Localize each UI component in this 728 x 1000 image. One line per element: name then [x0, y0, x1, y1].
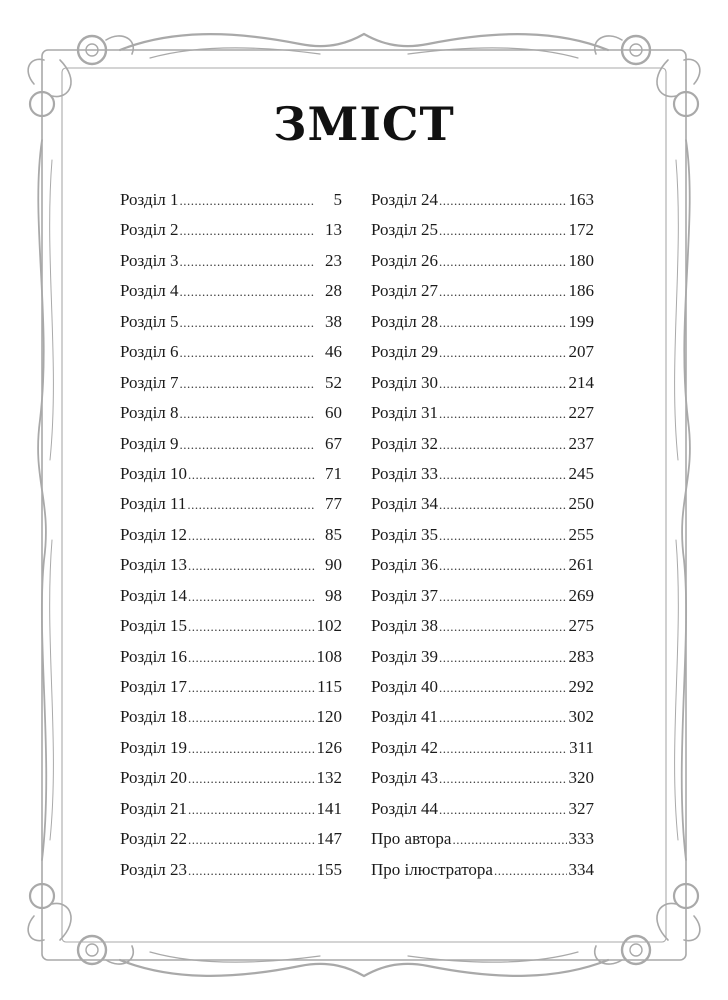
dot-leader — [439, 284, 567, 300]
toc-entry-label: Розділ 40 — [371, 677, 439, 696]
dot-leader — [439, 315, 567, 331]
toc-entry[interactable] — [371, 251, 594, 281]
toc-entry-page: 90 — [325, 555, 342, 575]
toc-entry-label: Розділ 42 — [371, 737, 439, 757]
toc-entry[interactable] — [371, 403, 594, 433]
dot-leader — [439, 437, 567, 453]
dot-leader — [439, 650, 567, 666]
toc-entry[interactable] — [371, 342, 594, 372]
toc-entry-page: 102 — [316, 616, 342, 636]
dot-leader — [180, 284, 315, 300]
dot-leader — [439, 223, 567, 239]
toc-entry-label: Розділ 3 — [120, 250, 179, 270]
dot-leader — [188, 528, 315, 544]
toc-entry-page: 67 — [325, 433, 342, 453]
toc-entry-page: 180 — [568, 250, 594, 270]
toc-entry[interactable] — [120, 586, 342, 616]
toc-entry[interactable] — [120, 829, 342, 859]
toc-entry-label: Розділ 22 — [120, 829, 188, 849]
toc-entry-label: Розділ 30 — [371, 372, 439, 392]
toc-entry[interactable] — [120, 220, 342, 250]
toc-entry[interactable] — [371, 707, 594, 737]
toc-entry[interactable] — [371, 829, 594, 859]
toc-entry-label: Розділ 15 — [120, 616, 188, 636]
toc-entry-page: 261 — [568, 555, 594, 575]
toc-entry-label: Розділ 13 — [120, 555, 188, 575]
toc-entry[interactable] — [371, 677, 594, 707]
toc-entry[interactable] — [120, 768, 342, 798]
toc-entry[interactable] — [120, 403, 342, 433]
page-title: ЗМІСТ — [273, 97, 455, 151]
dot-leader — [439, 710, 567, 726]
dot-leader — [439, 467, 567, 483]
dot-leader — [188, 558, 315, 574]
dot-leader — [439, 528, 567, 544]
toc-entry-label: Розділ 33 — [371, 463, 439, 483]
dot-leader — [439, 589, 567, 605]
toc-entry[interactable] — [120, 373, 342, 403]
toc-entry-label: Розділ 31 — [371, 403, 439, 423]
toc-entry-label: Розділ 44 — [371, 798, 439, 818]
toc-entry[interactable] — [120, 555, 342, 585]
toc-entry-page: 275 — [568, 616, 594, 636]
toc-entry-label: Розділ 43 — [371, 768, 439, 788]
dot-leader — [439, 802, 567, 818]
toc-entry-label: Розділ 6 — [120, 342, 179, 362]
toc-entry-page: 269 — [568, 585, 594, 605]
toc-entry-label: Розділ 19 — [120, 737, 188, 757]
toc-entry-page: 115 — [317, 677, 342, 696]
toc-entry-label: Про автора — [371, 829, 452, 849]
toc-entry-page: 250 — [568, 494, 594, 514]
toc-entry[interactable] — [120, 647, 342, 677]
toc-entry-page: 155 — [316, 859, 342, 879]
toc-entry-label: Розділ 12 — [120, 524, 188, 544]
dot-leader — [439, 193, 567, 209]
toc-entry[interactable] — [371, 768, 594, 798]
toc-entry-page: 77 — [325, 494, 342, 514]
toc-entry-page: 85 — [325, 524, 342, 544]
dot-leader — [180, 254, 315, 270]
toc-entry-page: 327 — [568, 798, 594, 818]
toc-entry-label: Розділ 9 — [120, 433, 179, 453]
dot-leader — [180, 406, 315, 422]
toc-entry-label: Розділ 38 — [371, 616, 439, 636]
toc-entry-page: 120 — [316, 707, 342, 727]
toc-entry-label: Розділ 29 — [371, 342, 439, 362]
toc-entry-label: Розділ 28 — [371, 311, 439, 331]
dot-leader — [439, 771, 567, 787]
toc-entry[interactable] — [120, 342, 342, 372]
toc-entry[interactable] — [371, 616, 594, 646]
toc-entry-page: 60 — [325, 403, 342, 423]
toc-entry-label: Розділ 21 — [120, 798, 188, 818]
toc-entry-label: Розділ 18 — [120, 707, 188, 727]
dot-leader — [188, 467, 315, 483]
toc-entry-label: Розділ 32 — [371, 433, 439, 453]
toc-entry-page: 186 — [568, 281, 594, 301]
toc-entry[interactable] — [120, 251, 342, 281]
toc-entry[interactable] — [371, 860, 594, 890]
toc-entry[interactable] — [120, 494, 342, 524]
toc-entry[interactable] — [371, 373, 594, 403]
toc-entry-page: 126 — [316, 737, 342, 757]
toc-entry-label: Розділ 36 — [371, 555, 439, 575]
toc-entry-page: 108 — [316, 646, 342, 666]
toc-entry-label: Розділ 8 — [120, 403, 179, 423]
toc-entry-page: 311 — [569, 737, 594, 757]
toc-entry-page: 46 — [325, 342, 342, 362]
dot-leader — [180, 193, 315, 209]
toc-entry-page: 141 — [316, 798, 342, 818]
dot-leader — [439, 345, 567, 361]
toc-entry-page: 302 — [568, 707, 594, 727]
dot-leader — [188, 802, 315, 818]
dot-leader — [188, 771, 315, 787]
toc-entry-label: Розділ 11 — [120, 494, 187, 514]
toc-entry-label: Розділ 25 — [371, 220, 439, 240]
toc-entry-page: 255 — [568, 524, 594, 544]
toc-entry[interactable] — [371, 494, 594, 524]
dot-leader — [188, 832, 315, 848]
toc-entry-label: Розділ 26 — [371, 250, 439, 270]
toc-entry[interactable] — [371, 220, 594, 250]
toc-entry-page: 199 — [568, 311, 594, 331]
dot-leader — [439, 619, 567, 635]
toc-entry-page: 38 — [325, 311, 342, 331]
toc-entry-label: Розділ 41 — [371, 707, 439, 727]
toc-entry[interactable] — [120, 799, 342, 829]
toc-entry-page: 245 — [568, 463, 594, 483]
toc-entry-page: 71 — [325, 463, 342, 483]
toc-entry-page: 163 — [568, 190, 594, 209]
toc-entry-label: Розділ 17 — [120, 677, 188, 696]
toc-entry-label: Розділ 16 — [120, 646, 188, 666]
toc-entry[interactable] — [120, 190, 342, 220]
toc-entry[interactable] — [120, 312, 342, 342]
toc-entry[interactable] — [120, 525, 342, 555]
toc-entry-page: 52 — [325, 372, 342, 392]
dot-leader — [439, 741, 567, 757]
toc-entry[interactable] — [120, 860, 342, 890]
toc-entry[interactable] — [120, 616, 342, 646]
toc-entry-page: 292 — [568, 677, 594, 696]
toc-entry-page: 333 — [568, 829, 594, 849]
toc-entry[interactable] — [120, 464, 342, 494]
toc-entry-page: 237 — [568, 433, 594, 453]
dot-leader — [180, 376, 315, 392]
toc-entry[interactable] — [371, 799, 594, 829]
toc-entry-page: 283 — [568, 646, 594, 666]
dot-leader — [180, 223, 315, 239]
dot-leader — [439, 558, 567, 574]
dot-leader — [188, 680, 315, 696]
toc-entry[interactable] — [371, 586, 594, 616]
toc-entry-page: 13 — [325, 220, 342, 240]
dot-leader — [180, 437, 315, 453]
toc-entry-label: Розділ 14 — [120, 585, 188, 605]
toc-entry-page: 207 — [568, 342, 594, 362]
toc-entry-label: Розділ 37 — [371, 585, 439, 605]
dot-leader — [188, 863, 315, 879]
toc-entry-page: 28 — [325, 281, 342, 301]
toc-entry-page: 147 — [316, 829, 342, 849]
toc-entry[interactable] — [371, 647, 594, 677]
toc-column-right — [371, 190, 594, 890]
toc-entry-page: 23 — [325, 250, 342, 270]
toc-entry[interactable] — [371, 190, 594, 220]
toc-entry-label: Розділ 39 — [371, 646, 439, 666]
toc-entry[interactable] — [371, 434, 594, 464]
dot-leader — [180, 315, 315, 331]
toc-entry-label: Розділ 2 — [120, 220, 179, 240]
dot-leader — [439, 376, 567, 392]
toc-entry[interactable] — [120, 707, 342, 737]
dot-leader — [180, 345, 315, 361]
toc-entry-label: Розділ 35 — [371, 524, 439, 544]
toc-entry-page: 5 — [333, 190, 342, 209]
toc-entry-page: 132 — [316, 768, 342, 788]
toc-entry[interactable] — [120, 434, 342, 464]
toc-entry-page: 334 — [568, 859, 594, 879]
dot-leader — [439, 497, 567, 513]
toc-entry-page: 98 — [325, 585, 342, 605]
toc-entry-page: 227 — [568, 403, 594, 423]
dot-leader — [494, 863, 567, 879]
toc-entry[interactable] — [371, 464, 594, 494]
dot-leader — [188, 741, 315, 757]
dot-leader — [187, 497, 315, 513]
toc-column-left — [120, 190, 342, 890]
toc-entry-label: Розділ 34 — [371, 494, 439, 514]
toc-entry[interactable] — [371, 312, 594, 342]
toc-entry-label: Про ілюстратора — [371, 859, 493, 879]
toc-entry-page: 320 — [568, 768, 594, 788]
toc-entry-label: Розділ 20 — [120, 768, 188, 788]
toc-entry[interactable] — [371, 525, 594, 555]
toc-entry[interactable] — [120, 738, 342, 768]
dot-leader — [439, 680, 567, 696]
toc-entry-label: Розділ 10 — [120, 463, 188, 483]
toc-entry[interactable] — [120, 677, 342, 707]
dot-leader — [439, 406, 567, 422]
toc-entry-page: 172 — [568, 220, 594, 240]
toc-entry-label: Розділ 4 — [120, 281, 179, 301]
dot-leader — [188, 619, 315, 635]
toc-entry-label: Розділ 24 — [371, 190, 439, 209]
toc-entry[interactable] — [371, 738, 594, 768]
toc-entry-label: Розділ 27 — [371, 281, 439, 301]
toc-entry[interactable] — [371, 281, 594, 311]
dot-leader — [188, 650, 315, 666]
toc-entry[interactable] — [120, 281, 342, 311]
dot-leader — [188, 589, 315, 605]
toc-entry-label: Розділ 7 — [120, 372, 179, 392]
toc-entry-page: 214 — [568, 372, 594, 392]
toc-entry-label: Розділ 23 — [120, 859, 188, 879]
toc-entry-label: Розділ 5 — [120, 311, 179, 331]
dot-leader — [452, 832, 567, 848]
toc-entry-label: Розділ 1 — [120, 190, 179, 209]
dot-leader — [439, 254, 567, 270]
dot-leader — [188, 710, 315, 726]
toc-entry[interactable] — [371, 555, 594, 585]
